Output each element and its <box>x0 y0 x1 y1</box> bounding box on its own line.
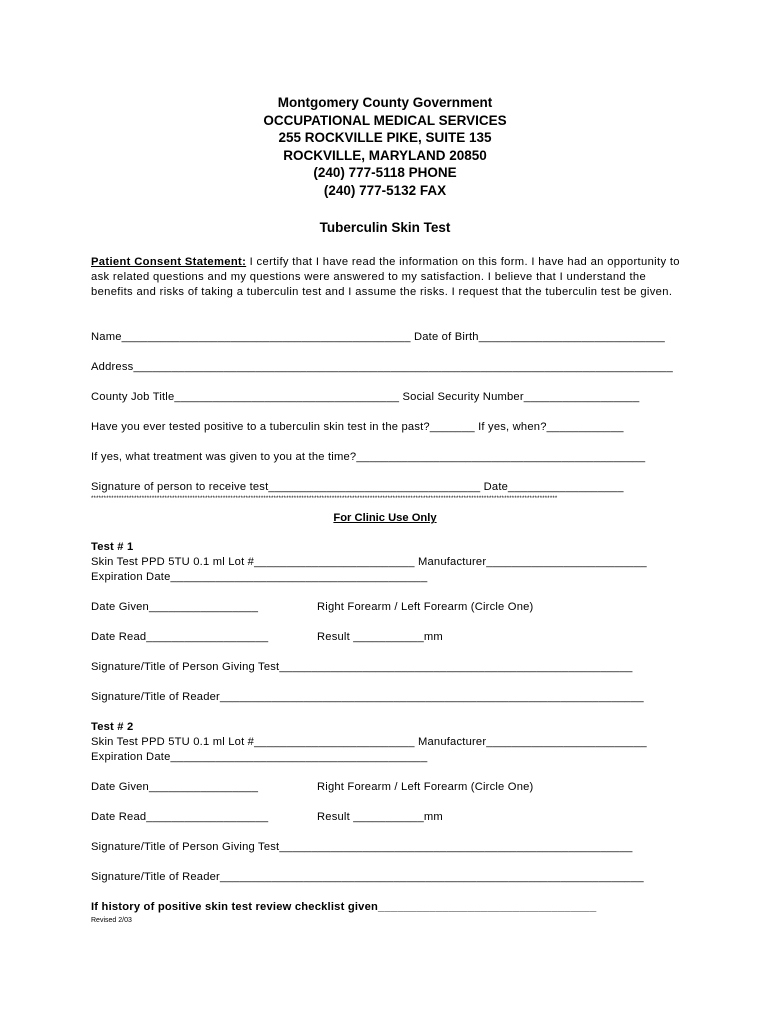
test2-lot-manufacturer-field[interactable]: Skin Test PPD 5TU 0.1 ml Lot #_________________________ Manufacturer_________________________ <box>91 736 647 748</box>
consent-label: Patient Consent Statement: <box>91 256 247 268</box>
test1-result-field[interactable]: Result ___________mm <box>317 631 443 643</box>
test1-date-read-field[interactable]: Date Read___________________ <box>91 631 269 643</box>
test1-expiration-field[interactable]: Expiration Date________________________________________ <box>91 571 428 583</box>
test2-giver-signature-field[interactable]: Signature/Title of Person Giving Test_______________________________________________________ <box>91 841 633 853</box>
name-dob-field[interactable]: Name_____________________________________________ Date of Birth_____________________________ <box>91 331 665 343</box>
test2-expiration-field[interactable]: Expiration Date________________________________________ <box>91 751 428 763</box>
address-field[interactable]: Address____________________________________________________________________________________ <box>91 361 673 373</box>
separator-line: **************************************************************************************************************************************************************************************** <box>91 496 558 502</box>
test1-lot-manufacturer-field[interactable]: Skin Test PPD 5TU 0.1 ml Lot #_________________________ Manufacturer_________________________ <box>91 556 647 568</box>
test1-giver-signature-field[interactable]: Signature/Title of Person Giving Test_______________________________________________________ <box>91 661 633 673</box>
street-address: 255 ROCKVILLE PIKE, SUITE 135 <box>278 130 492 146</box>
test2-reader-signature-field[interactable]: Signature/Title of Reader__________________________________________________________________ <box>91 871 644 883</box>
test1-forearm-choice[interactable]: Right Forearm / Left Forearm (Circle One) <box>317 601 534 613</box>
test1-heading: Test # 1 <box>91 541 134 553</box>
phone-number: (240) 777-5118 PHONE <box>313 165 457 181</box>
job-title-ssn-field[interactable]: County Job Title___________________________________ Social Security Number__________________ <box>91 391 640 403</box>
org-name: Montgomery County Government <box>277 95 493 110</box>
patient-signature-field[interactable]: Signature of person to receive test_________________________________ Date__________________ <box>91 481 624 493</box>
test1-date-given-field[interactable]: Date Given_________________ <box>91 601 259 613</box>
consent-text: I certify that I have read the information on this form. I have had an opportunity to ask related questions and my questions were answered to my satisfaction. I believe that I understand the benefits and risks of taking a tuberculin test and I assume the risks. I request that the tuberculin test be given. <box>91 256 680 299</box>
department-name: OCCUPATIONAL MEDICAL SERVICES <box>263 112 507 128</box>
test2-date-given-field[interactable]: Date Given_________________ <box>91 781 259 793</box>
test2-forearm-choice[interactable]: Right Forearm / Left Forearm (Circle One) <box>317 781 534 793</box>
revision-note: Revised 2/03 <box>91 917 132 924</box>
test1-reader-signature-field[interactable]: Signature/Title of Reader__________________________________________________________________ <box>91 691 644 703</box>
test2-heading: Test # 2 <box>91 721 134 733</box>
form-title: Tuberculin Skin Test <box>319 220 451 235</box>
fax-number: (240) 777-5132 FAX <box>323 182 447 198</box>
consent-statement <box>91 255 681 301</box>
city-state-zip: ROCKVILLE, MARYLAND 20850 <box>283 147 487 163</box>
test2-date-read-field[interactable]: Date Read___________________ <box>91 811 269 823</box>
history-checklist-field[interactable]: If history of positive skin test review checklist given__________________________________ <box>91 901 597 913</box>
tested-positive-field[interactable]: Have you ever tested positive to a tuberculin skin test in the past?_______ If yes, when?____________ <box>91 421 624 433</box>
clinic-use-heading: For Clinic Use Only <box>333 512 437 524</box>
test2-result-field[interactable]: Result ___________mm <box>317 811 443 823</box>
treatment-field[interactable]: If yes, what treatment was given to you at the time?_____________________________________________ <box>91 451 646 463</box>
letterhead <box>0 94 770 200</box>
